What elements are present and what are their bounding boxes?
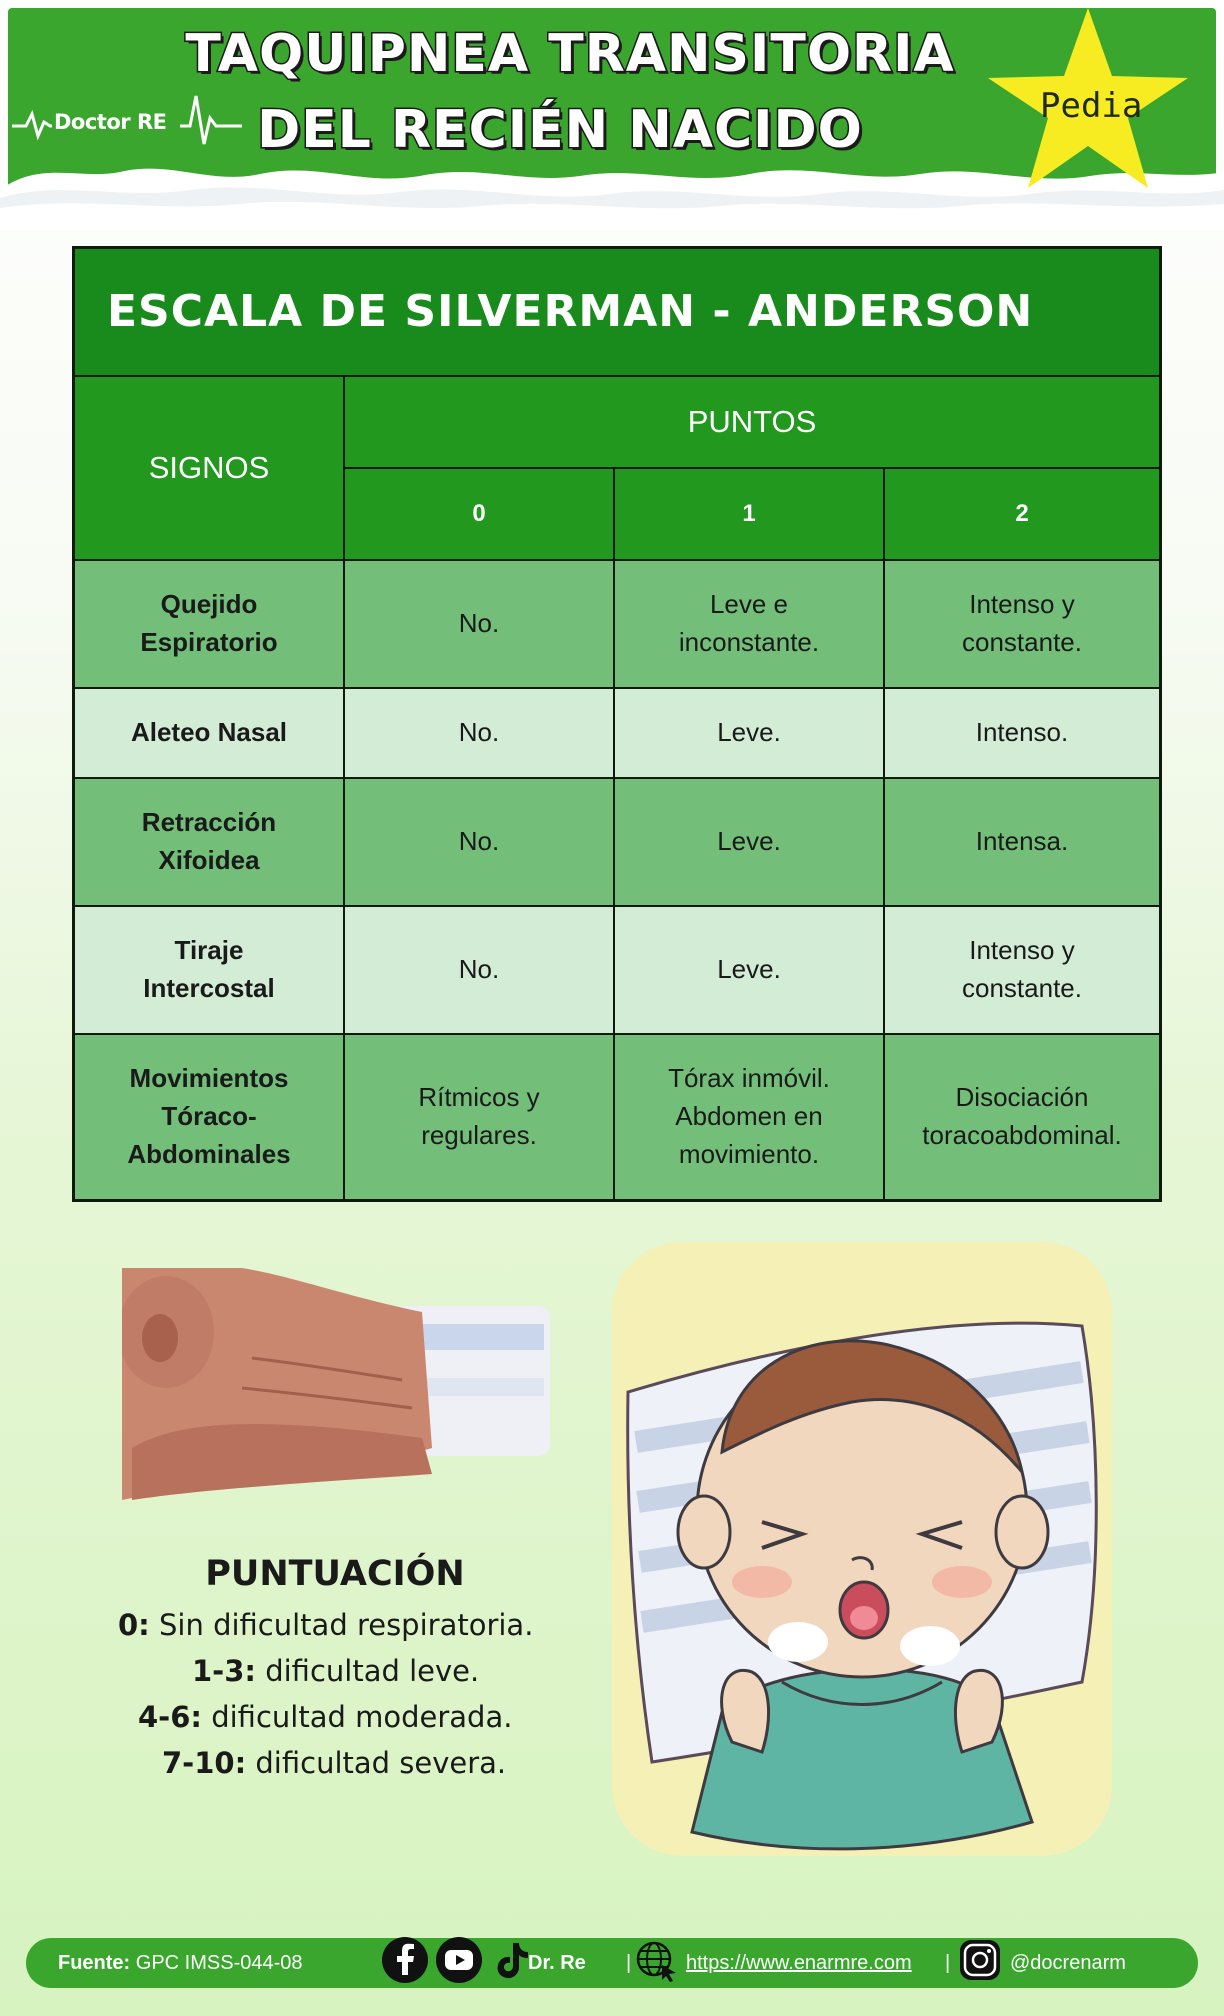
separator: | — [626, 1952, 632, 1974]
score-range: 7-10: — [162, 1746, 247, 1780]
page-title-line2: DEL RECIÉN NACIDO — [257, 100, 863, 160]
table-cell: Intenso. — [885, 689, 1159, 779]
table-cell: No. — [345, 561, 615, 689]
source-citation — [58, 1952, 303, 1975]
table-row-signo: Tiraje Intercostal — [75, 907, 345, 1035]
score-range: 1-3: — [192, 1654, 256, 1688]
globe-cursor-icon — [632, 1935, 682, 1985]
facebook-icon[interactable] — [380, 1935, 430, 1985]
score-column-2: 2 — [885, 469, 1159, 561]
website-link[interactable]: https://www.enarmre.com — [686, 1952, 912, 1974]
puntuacion-title: PUNTUACIÓN — [205, 1554, 465, 1594]
puntos-header: PUNTOS — [345, 377, 1159, 469]
puntuacion-item — [192, 1654, 479, 1688]
score-column-1: 1 — [615, 469, 885, 561]
score-description: Sin dificultad respiratoria. — [159, 1608, 534, 1642]
score-range: 4-6: — [138, 1700, 202, 1734]
table-row-signo: Quejido Espiratorio — [75, 561, 345, 689]
table-cell: Intensa. — [885, 779, 1159, 907]
pedia-badge-label: Pedia — [1040, 86, 1143, 126]
signos-header: SIGNOS — [75, 377, 345, 561]
score-range: 0: — [118, 1608, 150, 1642]
table-cell: Leve. — [615, 907, 885, 1035]
separator: | — [945, 1952, 951, 1974]
silverman-anderson-table — [72, 246, 1162, 1202]
score-description: dificultad leve. — [265, 1654, 480, 1688]
source-value: GPC IMSS-044-08 — [135, 1952, 303, 1974]
table-cell: Rítmicos y regulares. — [345, 1035, 615, 1199]
table-cell: Disociación toracoabdominal. — [885, 1035, 1159, 1199]
table-cell: Tórax inmóvil. Abdomen en movimiento. — [615, 1035, 885, 1199]
table-cell: No. — [345, 689, 615, 779]
page-title-line1: TAQUIPNEA TRANSITORIA — [185, 24, 955, 84]
puntuacion-item — [138, 1700, 512, 1734]
brand-name: Doctor RE — [54, 110, 167, 134]
instagram-icon[interactable] — [955, 1935, 1005, 1985]
table-row-signo: Movimientos Tóraco-Abdominales — [75, 1035, 345, 1199]
author-name: Dr. Re — [528, 1952, 586, 1974]
table-cell: Leve. — [615, 779, 885, 907]
table-cell: No. — [345, 779, 615, 907]
instagram-handle[interactable]: @docrenarm — [1010, 1952, 1126, 1974]
score-description: dificultad moderada. — [211, 1700, 513, 1734]
table-cell: Intenso y constante. — [885, 561, 1159, 689]
table-title: ESCALA DE SILVERMAN - ANDERSON — [75, 249, 1159, 377]
puntuacion-item — [118, 1608, 533, 1642]
table-cell: Leve. — [615, 689, 885, 779]
table-row-signo: Aleteo Nasal — [75, 689, 345, 779]
table-cell: Intenso y constante. — [885, 907, 1159, 1035]
table-cell: No. — [345, 907, 615, 1035]
table-cell: Leve e inconstante. — [615, 561, 885, 689]
baby-breathing-illustration — [612, 1242, 1112, 1856]
score-description: dificultad severa. — [255, 1746, 507, 1780]
youtube-icon[interactable] — [434, 1935, 484, 1985]
source-label: Fuente: — [58, 1952, 131, 1974]
score-column-0: 0 — [345, 469, 615, 561]
table-row-signo: Retracción Xifoidea — [75, 779, 345, 907]
puntuacion-item — [162, 1746, 506, 1780]
newborn-retraction-photo — [122, 1268, 550, 1500]
